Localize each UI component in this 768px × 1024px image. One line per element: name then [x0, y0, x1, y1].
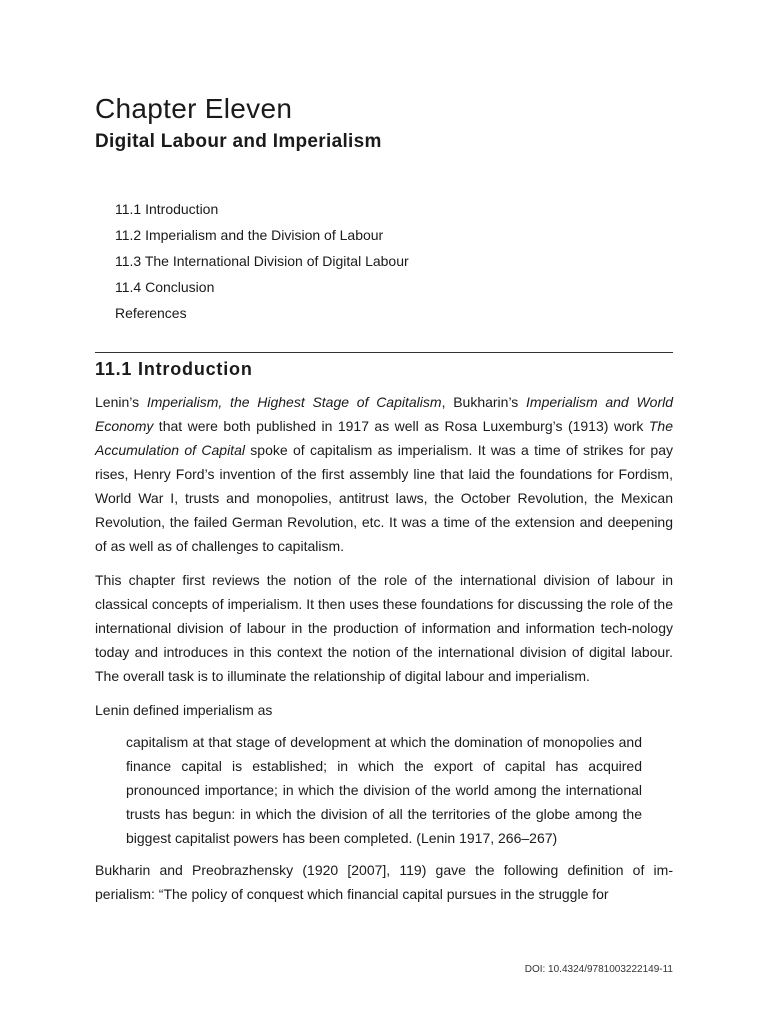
body-text: [95, 390, 673, 916]
p1-text-4: spoke of capitalism as imperialism. It was a time of strikes for pay rises, Henry Ford’s invention of the first assembly line that laid the foundations for Fordism, World War I, trusts and monopolies, antitrust laws, the October Revolution, the Mexican Revolution, the failed German Revolution, etc. It was a time of the extension and deepening of as well as of challenges to capitalism.: [95, 442, 673, 554]
p1-text-2: , Bukharin’s: [441, 394, 527, 410]
book-page: [95, 0, 673, 1024]
p1-text-1: Lenin’s: [95, 394, 147, 410]
paragraph-3: Lenin defined imperialism as: [95, 702, 273, 718]
toc-item-imperialism-division-of-labour: 11.2 Imperialism and the Division of Labour: [115, 227, 384, 243]
chapter-title: Chapter Eleven: [95, 93, 293, 124]
toc-item-references: References: [115, 305, 187, 321]
paragraph-2: This chapter first reviews the notion of the role of the international division of labour in classical concepts of imperialism. It then uses these foundations for discussing the role of the international division of labour in the production of information and information tech-nology today and introduces in this context the notion of the international division of digital labour. The overall task is to illuminate the relationship of digital labour and imperialism.: [95, 572, 673, 684]
paragraph-4: Bukharin and Preobrazhensky (1920 [2007], 119) gave the following definition of im-perialism: “The policy of conquest which financial capital pursues in the struggle for: [95, 862, 673, 902]
toc-item-conclusion: 11.4 Conclusion: [115, 279, 215, 295]
chapter-subtitle: Digital Labour and Imperialism: [95, 131, 382, 152]
toc-item-introduction: 11.1 Introduction: [115, 201, 219, 217]
toc-item-international-division-digital-labour: 11.3 The International Division of Digital Labour: [115, 253, 409, 269]
block-quote: capitalism at that stage of development at which the domination of monopolies and finance capital is established; in which the export of capital has acquired pronounced importance; in which the division of the world among the international trusts has begun: in which the division of all the territories of the globe among the biggest capitalist powers has been completed. (Lenin 1917, 266–267): [126, 734, 642, 846]
section-heading: 11.1 Introduction: [95, 359, 253, 379]
paragraph-1: [95, 390, 673, 558]
p1-book-title-2: Imperialism and World Economy: [95, 394, 674, 434]
p1-text-3: that were both published in 1917 as well as Rosa Luxemburg’s (1913) work: [153, 418, 649, 434]
doi-footer: DOI: 10.4324/9781003222149-11: [524, 964, 673, 975]
p1-book-title-1: Imperialism, the Highest Stage of Capitalism: [146, 394, 442, 410]
p1-book-title-3: The Accumulation of Capital: [95, 418, 673, 458]
chapter-contents-list: [115, 196, 409, 326]
section-divider: [95, 352, 673, 353]
